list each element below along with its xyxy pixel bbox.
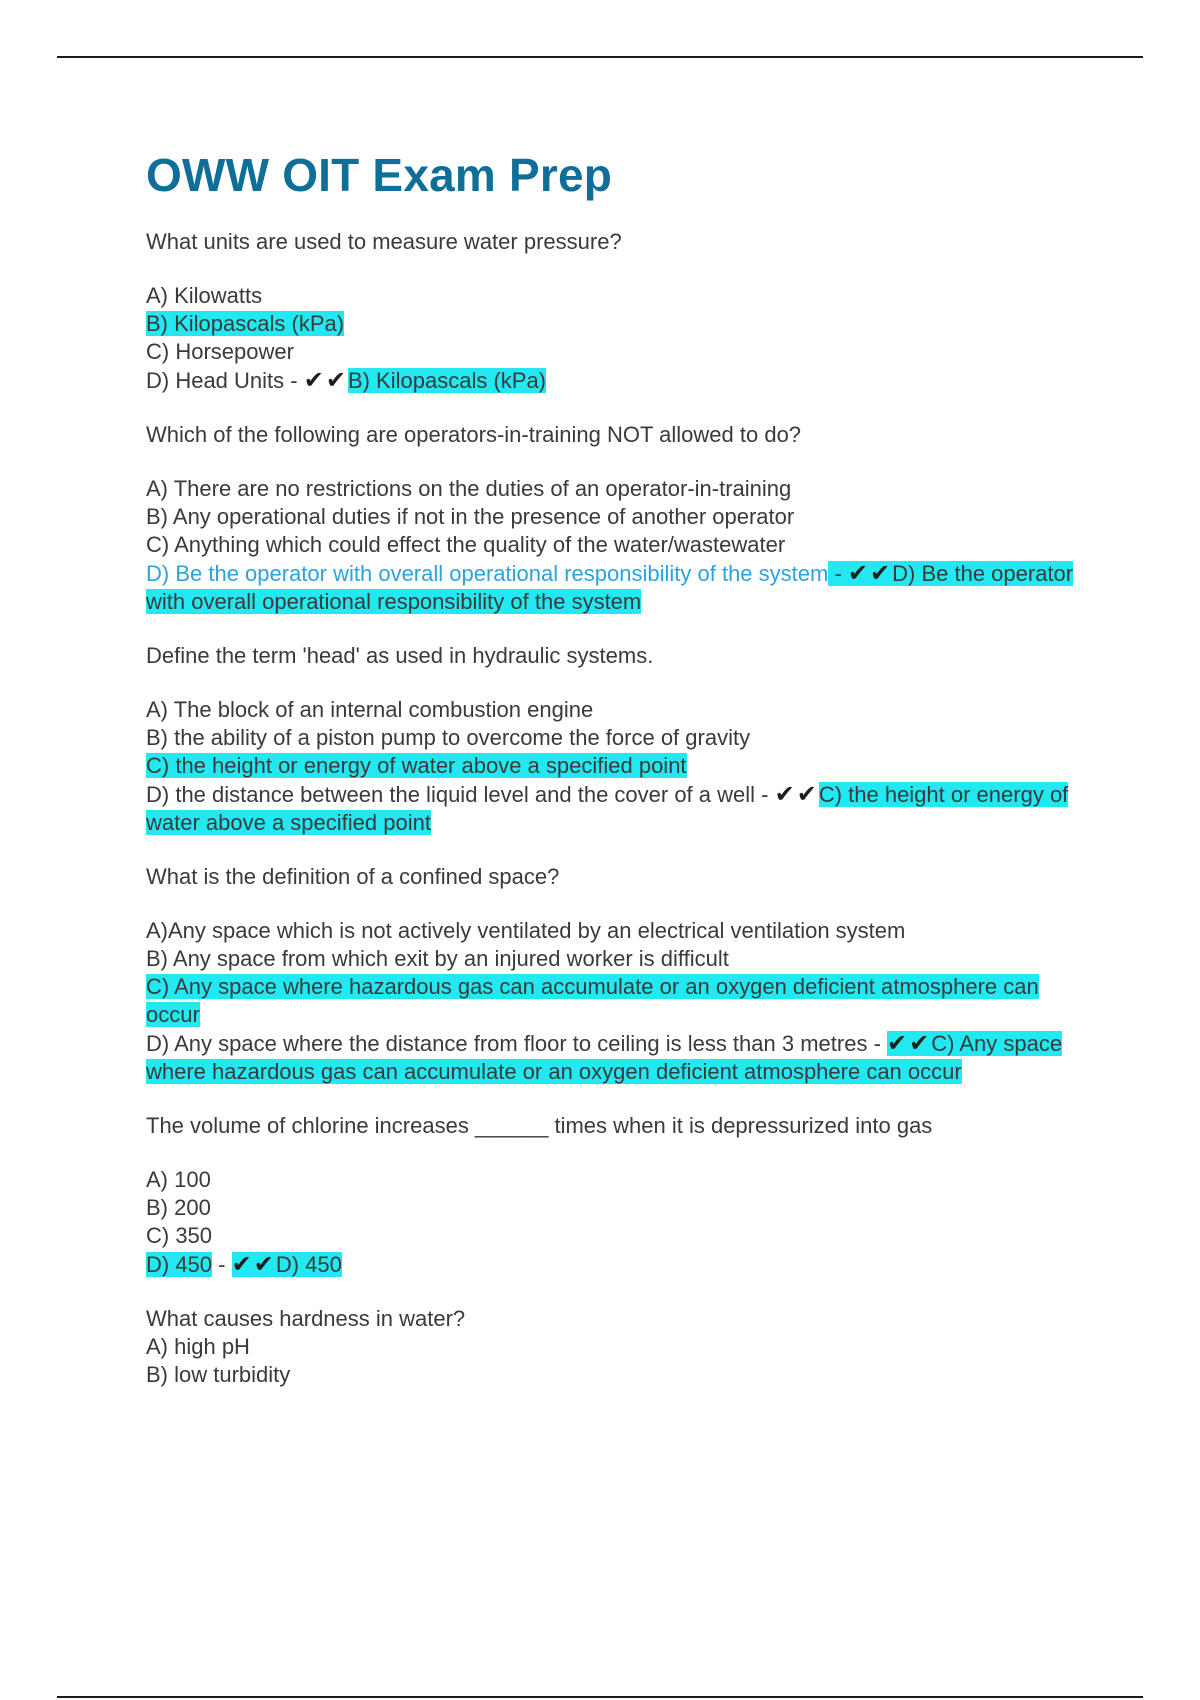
option-d: D) Any space where the distance from floor to ceiling is less than 3 metres - ✔✔C) Any space where hazardous gas can accumulate or an oxygen deficient atmosphere can occur <box>146 1029 1063 1084</box>
check-icon: ✔✔ <box>303 366 348 394</box>
question-1 <box>146 228 1096 395</box>
option-a: A) There are no restrictions on the duties of an operator-in-training <box>146 476 792 501</box>
question-prompt: What units are used to measure water pressure? <box>146 229 622 254</box>
option-a: A) Kilowatts <box>146 283 263 308</box>
check-icon: ✔✔ <box>231 1250 276 1278</box>
option-d: D) Be the operator with overall operational responsibility of the system - ✔✔D) Be the operator with overall operational responsibility of the system <box>146 559 1074 614</box>
option-d: D) the distance between the liquid level and the cover of a well - ✔✔C) the height or energy of water above a specified point <box>146 780 1069 835</box>
option-list <box>146 282 1096 395</box>
option-c: C) 350 <box>146 1223 213 1248</box>
option-b: B) Kilopascals (kPa) <box>146 311 345 336</box>
option-a: A)Any space which is not actively ventilated by an electrical ventilation system <box>146 918 906 943</box>
answer: D) 450 <box>275 1252 342 1277</box>
option-b: B) Any operational duties if not in the presence of another operator <box>146 504 795 529</box>
answer: C) the height or energy of water above a specified point <box>146 782 1069 835</box>
footer-rule <box>57 1696 1143 1698</box>
option-list <box>146 917 1096 1086</box>
option-a: A) 100 <box>146 1167 211 1192</box>
question-2 <box>146 421 1096 616</box>
check-icon: ✔✔ <box>887 1029 932 1057</box>
page-title: OWW OIT Exam Prep <box>146 149 613 201</box>
option-b: B) 200 <box>146 1195 211 1220</box>
option-list <box>146 1166 1096 1279</box>
answer: B) Kilopascals (kPa) <box>347 368 547 393</box>
option-c: C) Horsepower <box>146 339 294 364</box>
option-list <box>146 696 1096 837</box>
check-icon: ✔✔ <box>774 780 819 808</box>
header-rule <box>57 56 1143 58</box>
option-d: D) 450 - ✔✔D) 450 <box>146 1250 342 1278</box>
document-body <box>146 148 1096 1415</box>
question-prompt: The volume of chlorine increases ______ times when it is depressurized into gas <box>146 1113 933 1138</box>
answer: C) Any space where hazardous gas can accumulate or an oxygen deficient atmosphere can occur <box>146 1031 1063 1084</box>
option-list <box>146 1333 1096 1389</box>
question-prompt: What causes hardness in water? <box>146 1306 466 1331</box>
option-c: C) the height or energy of water above a specified point <box>146 753 687 778</box>
option-a: A) high pH <box>146 1334 250 1359</box>
question-prompt: Which of the following are operators-in-training NOT allowed to do? <box>146 422 802 447</box>
option-list <box>146 475 1096 616</box>
question-prompt: Define the term 'head' as used in hydraulic systems. <box>146 643 654 668</box>
question-4 <box>146 863 1096 1086</box>
option-b: B) the ability of a piston pump to overcome the force of gravity <box>146 725 751 750</box>
check-icon: ✔✔ <box>847 559 893 587</box>
option-c: C) Anything which could effect the quality of the water/wastewater <box>146 532 786 557</box>
question-3 <box>146 642 1096 837</box>
option-d: D) Head Units - ✔✔B) Kilopascals (kPa) <box>146 366 547 394</box>
option-b: B) low turbidity <box>146 1362 291 1387</box>
question-6 <box>146 1305 1096 1389</box>
answer: D) Be the operator with overall operational responsibility of the system <box>146 561 1074 614</box>
question-prompt: What is the definition of a confined space? <box>146 864 560 889</box>
option-b: B) Any space from which exit by an injured worker is difficult <box>146 946 729 971</box>
question-5 <box>146 1112 1096 1279</box>
option-a: A) The block of an internal combustion engine <box>146 697 594 722</box>
option-c: C) Any space where hazardous gas can accumulate or an oxygen deficient atmosphere can occur <box>146 974 1039 1027</box>
